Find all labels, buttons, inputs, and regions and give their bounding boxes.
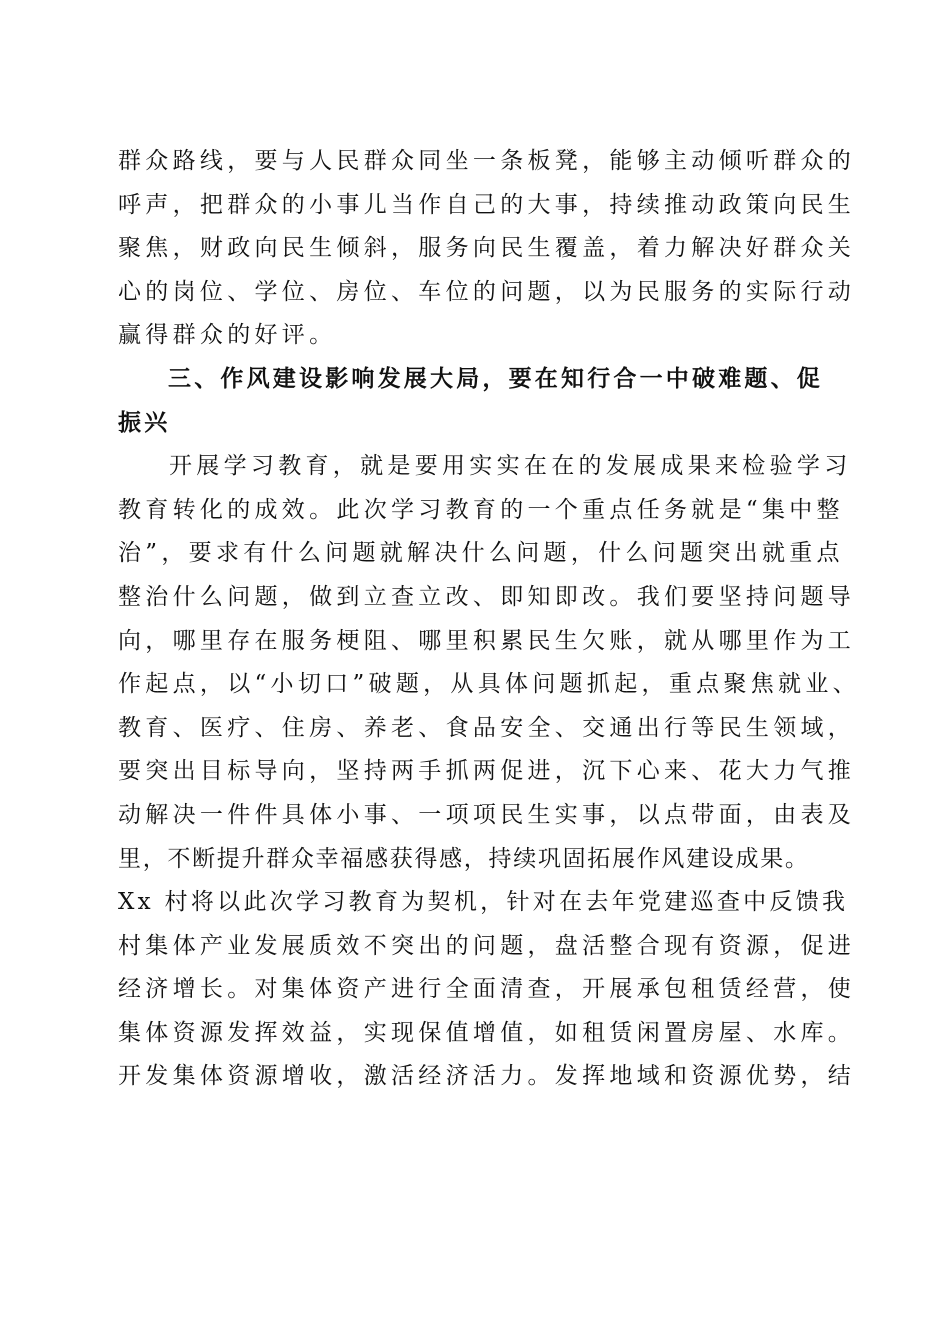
paragraph-1: [118, 140, 856, 358]
text-line: 整治什么问题，做到立查立改、即知即改。我们要坚持问题导: [118, 583, 856, 610]
text-line: 心的岗位、学位、房位、车位的问题，以为民服务的实际行动: [118, 278, 856, 305]
text-line: 教育转化的成效。此次学习教育的一个重点任务就是“集中整: [118, 496, 844, 523]
text-line: 里，不断提升群众幸福感获得感，持续巩固拓展作风建设成果。: [118, 845, 810, 872]
text-line: 作起点，以“小切口”破题，从具体问题抓起，重点聚焦就业、: [118, 671, 860, 698]
text-line: 集体资源发挥效益，实现保值增值，如租赁闲置房屋、水库。: [118, 1019, 856, 1046]
text-line: 开展学习教育，就是要用实实在在的发展成果来检验学习: [169, 453, 852, 480]
text-line: 经济增长。对集体资产进行全面清查，开展承包租赁经营，使: [118, 976, 856, 1003]
text-line: 赢得群众的好评。: [118, 322, 337, 349]
document-body: [118, 140, 860, 1099]
text-line: 要突出目标导向，坚持两手抓两促进，沉下心来、花大力气推: [118, 758, 856, 785]
text-line: 动解决一件件具体小事、一项项民生实事，以点带面，由表及: [118, 801, 856, 828]
text-line: 治”，要求有什么问题就解决什么问题，什么问题突出就重点: [118, 540, 844, 567]
text-line: 呼声，把群众的小事儿当作自己的大事，持续推动政策向民生: [118, 191, 856, 218]
paragraph-2: [118, 445, 860, 1099]
text-line: Xx 村将以此次学习教育为契机，针对在去年党建巡查中反馈我: [118, 889, 849, 916]
text-line: 群众路线，要与人民群众同坐一条板凳，能够主动倾听群众的: [118, 148, 856, 174]
heading-line: 振兴: [118, 409, 171, 436]
text-line: 教育、医疗、住房、养老、食品安全、交通出行等民生领域，: [118, 714, 856, 741]
text-line: 向，哪里存在服务梗阻、哪里积累民生欠账，就从哪里作为工: [118, 627, 856, 654]
text-line: 村集体产业发展质效不突出的问题，盘活整合现有资源，促进: [118, 932, 856, 959]
text-line: 聚焦，财政向民生倾斜，服务向民生覆盖，着力解决好群众关: [118, 235, 856, 262]
heading-line: 三、作风建设影响发展大局，要在知行合一中破难题、促: [168, 365, 823, 392]
text-line: 开发集体资源增收，激活经济活力。发挥地域和资源优势，结: [118, 1063, 856, 1090]
section-heading-3: [118, 358, 838, 445]
